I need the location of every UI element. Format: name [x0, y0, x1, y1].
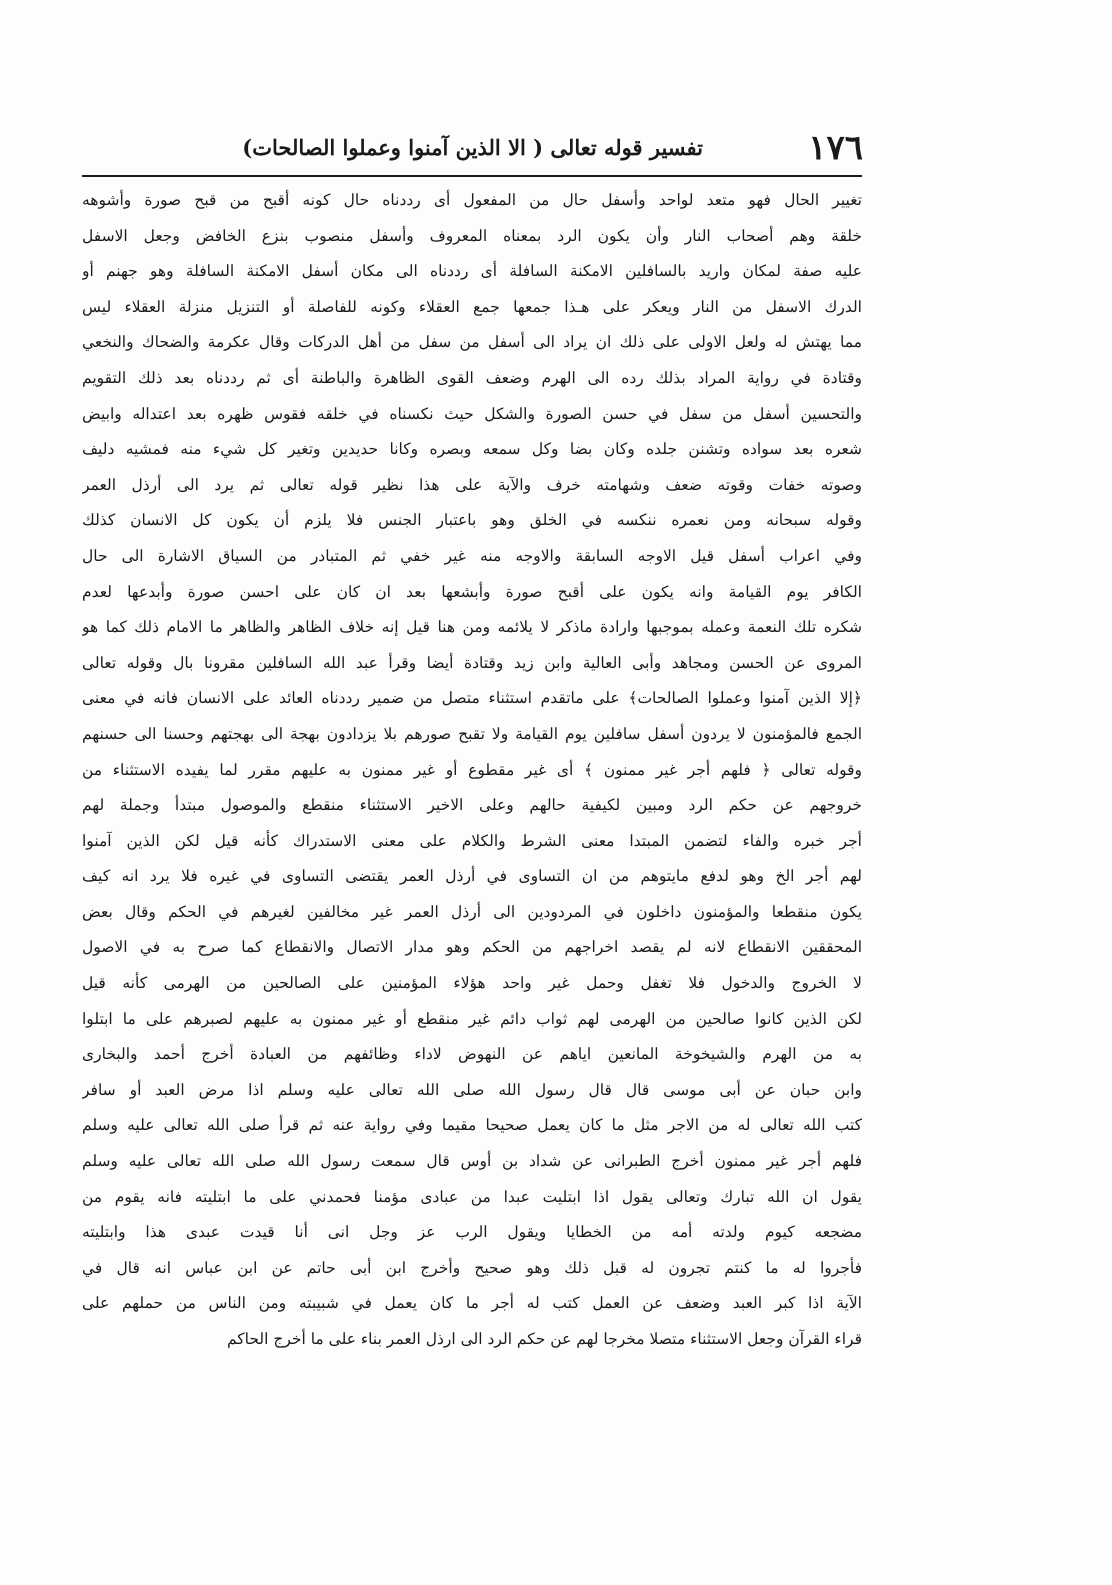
text-line: خلقة وهم أصحاب النار وأن يكون الرد بمعناه المعروف وأسفل منصوب بنزع الخافض وجعل الاسفل: [82, 226, 862, 245]
text-line: الكافر يوم القيامة وانه يكون على أقبح صورة وأبشعها بعد ان كان على احسن صورة وأبدعها لعدم: [82, 582, 862, 601]
text-line: شعره بعد سواده وتشنن جلده وكان بضا وكل سمعه وبصره وكانا حديدين وتغير كل شيء منه فمشيه دليف: [82, 440, 862, 459]
text-line: المحققين الانقطاع لانه لم يقصد اخراجهم من الحكم وهو مدار الاتصال والانقطاع كما صرح به في الاصول: [82, 938, 862, 957]
text-line: كتب الله تعالى له من الاجر مثل ما كان يعمل صحيحا مقيما وفي رواية عنه ثم قرأ صلى الله تعالى عليه وسلم: [82, 1116, 862, 1135]
header-rule: [82, 175, 862, 177]
text-line: والتحسين أسفل من سفل في حسن الصورة والشكل حيث نكسناه في خلقه فقوس ظهره بعد اعتداله وابيض: [82, 404, 862, 423]
body-text: [82, 183, 862, 1358]
text-line: لكن الذين كانوا صالحين من الهرمى لهم ثواب دائم غير منقطع أو غير ممنون به عليهم لصبرهم على ما ابتلوا: [82, 1009, 862, 1028]
text-line: مما يهتش له ولعل الاولى على ذلك ان يراد الى أسفل من سفل من أهل الدركات وقال عكرمة والضحاك والنخعي: [82, 333, 862, 352]
text-line: يقول ان الله تبارك وتعالى يقول اذا ابتليت عبدا من عبادى مؤمنا فحمدني على ما ابتليته فانه يقوم من: [82, 1187, 862, 1206]
text-line: وقتادة في رواية المراد بذلك رده الى الهرم وضعف القوى الظاهرة والباطنة أى ثم رددناه بعد ذلك التقويم: [82, 368, 862, 387]
text-line: الجمع فالمؤمنون لا يردون أسفل سافلين يوم القيامة ولا تقبح صورهم بلا يزدادون بهجة الى بهجتهم وحسنا الى حسنهم: [82, 724, 862, 743]
quranic-verse-line: وقوله تعالى ﴿ فلهم أجر غير ممنون ﴾ أى غير مقطوع أو غير ممنون به عليهم مقرر لما يفيده الاستثناء من: [82, 760, 862, 779]
text-line: شكره تلك النعمة وعمله بموجبها وارادة ماذكر لا يلائمه ومن هنا قيل إنه خلاف الظاهر والظاهر ما الامام ذلك كما هو: [82, 618, 862, 637]
page-header: [215, 128, 863, 168]
text-line: به من الهرم والشيخوخة المانعين اياهم عن النهوض لاداء وظائفهم من العبادة أخرج أحمد والبخارى: [82, 1045, 862, 1064]
text-line: الدرك الاسفل من النار ويعكر على هـذا جمعها جمع العقلاء وكونه للفاصلة أو التنزيل منزلة العقلاء ليس: [82, 297, 862, 316]
running-title: تفسير قوله تعالى ( الا الذين آمنوا وعملوا الصالحات): [242, 135, 703, 160]
text-line: مضجعه كيوم ولدته أمه من الخطايا ويقول الرب عز وجل انى أنا قيدت عبدى هذا وابتليته: [82, 1223, 862, 1242]
text-line: عليه صفة لمكان واريد بالسافلين الامكنة السافلة أى رددناه الى مكان أسفل الامكنة السافلة وهو جهنم أو: [82, 262, 862, 281]
text-line: وابن حبان عن أبى موسى قال قال رسول الله صلى الله تعالى عليه وسلم اذا مرض العبد أو سافر: [82, 1080, 862, 1099]
text-line: لا الخروج والدخول فلا تغفل وحمل غير واحد هؤلاء المؤمنين على الصالحين من الهرمى كأنه قيل: [82, 974, 862, 993]
quranic-verse-line: ﴿إلا الذين آمنوا وعملوا الصالحات﴾ على ماتقدم استثناء متصل من ضمير رددناه العائد على الانسان فانه في معنى: [82, 689, 862, 708]
text-line: لهم أجر الخ وهو لدفع مايتوهم من ان التساوى في أرذل العمر يقتضى التساوى في غيره فلا يرد انه كيف: [82, 867, 862, 886]
text-line: وفي اعراب أسفل قيل الاوجه السابقة والاوجه منه غير خفي ثم المتبادر من السياق الاشارة الى حال: [82, 546, 862, 565]
text-line: فلهم أجر غير ممنون أخرج الطبرانى عن شداد بن أوس قال سمعت رسول الله صلى الله تعالى عليه وسلم: [82, 1152, 862, 1171]
text-line: قراء القرآن وجعل الاستثناء متصلا مخرجا لهم عن حكم الرد الى ارذل العمر بناء على ما أخرج الحاكم: [226, 1330, 862, 1348]
text-line: وصوته خفات وقوته ضعف وشهامته خرف والآية على هذا نظير قوله تعالى ثم يرد الى أرذل العمر: [82, 475, 862, 494]
text-line: خروجهم عن حكم الرد ومبين لكيفية حالهم وعلى الاخير الاستثناء منقطع والموصول مبتدأ وجملة لهم: [82, 796, 862, 815]
text-line: يكون منقطعا والمؤمنون داخلون في المردودين الى أرذل العمر غير مخالفين لغيرهم في الحكم وقال بعض: [82, 902, 862, 921]
text-line: الآية اذا كبر العبد وضعف عن العمل كتب له أجر ما كان يعمل في شبيبته ومن الناس من حملهم على: [82, 1294, 862, 1313]
text-line: أجر خبره والفاء لتضمن المبتدا معنى الشرط والكلام على معنى الاستدراك كأنه قيل لكن الذين آمنوا: [82, 831, 862, 850]
page-number: ١٧٦: [808, 128, 863, 168]
text-line: وقوله سبحانه ومن نعمره ننكسه في الخلق وهو باعتبار الجنس فلا يلزم أن يكون كل الانسان كذلك: [82, 511, 862, 530]
text-line: فأجروا له ما كنتم تجرون له قبل ذلك وهو صحيح وأخرج ابن أبى حاتم عن ابن عباس انه قال في: [82, 1258, 862, 1277]
text-line: تغيير الحال فهو متعد لواحد وأسفل حال من المفعول أى رددناه حال كونه أقبح من قبح صورة وأشوهه: [82, 191, 862, 209]
text-line: المروى عن الحسن ومجاهد وأبى العالية وابن زيد وقتادة أيضا وقرأ عبد الله السافلين مقرونا بال وقوله تعالى: [82, 653, 862, 672]
